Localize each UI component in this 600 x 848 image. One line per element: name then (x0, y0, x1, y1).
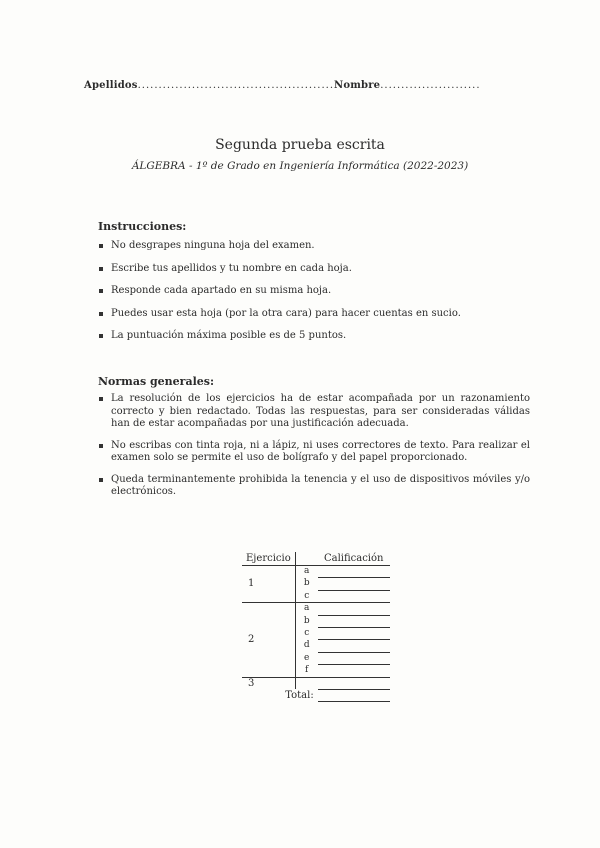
table-row-total (242, 689, 390, 701)
list-item: La resolución de los ejercicios ha de estar acompañada por un razonamiento correcto y bien redactado. Todas las respuestas, para ser consideradas válidas han de estar acompañadas por una justificación adecuada. (98, 393, 530, 431)
sub-label: d (303, 640, 310, 651)
sub-label: b (303, 615, 310, 626)
list-item: Queda terminantemente prohibida la tenencia y el uso de dispositivos móviles y/o electrónicos. (98, 474, 530, 499)
table-row (242, 603, 390, 615)
sub-label: c (304, 627, 310, 638)
list-item: La puntuación máxima posible es de 5 puntos. (98, 330, 530, 343)
sub-label: b (303, 578, 310, 589)
sub-label: f (305, 664, 309, 675)
name-label: Nombre (334, 80, 381, 91)
grade-cell[interactable] (318, 566, 390, 578)
student-header (84, 80, 524, 91)
surname-label: Apellidos (84, 80, 138, 91)
table-header-grade: Calificación (318, 552, 390, 566)
grade-cell[interactable] (318, 578, 390, 590)
page-title: Segunda prueba escrita (215, 137, 385, 153)
list-item: Responde cada apartado en su misma hoja. (98, 285, 530, 298)
sub-label: a (304, 566, 310, 577)
grade-cell[interactable] (318, 590, 390, 602)
sub-label: a (295, 603, 318, 615)
grade-cell[interactable] (318, 677, 390, 689)
total-label: Total: (285, 689, 314, 701)
norms-list (98, 393, 530, 508)
grade-cell[interactable] (318, 652, 390, 664)
instructions-list (98, 240, 530, 353)
page-subtitle: ÁLGEBRA - 1º de Grado en Ingeniería Informática (2022-2023) (131, 160, 469, 172)
sub-label: c (304, 590, 310, 601)
exercise-number: 2 (242, 603, 295, 677)
list-item: No escribas con tinta roja, ni a lápiz, ni uses correctores de texto. Para realizar el examen solo se permite el uso de bolígrafo y del papel proporcionado. (98, 440, 530, 465)
grade-cell[interactable] (318, 627, 390, 639)
total-grade-cell[interactable] (318, 689, 390, 701)
sub-label: e (304, 652, 310, 663)
exercise-number: 1 (242, 566, 295, 603)
grade-cell[interactable] (318, 603, 390, 615)
grade-cell[interactable] (318, 640, 390, 652)
list-item: Escribe tus apellidos y tu nombre en cada hoja. (98, 263, 530, 276)
grade-cell[interactable] (318, 615, 390, 627)
surname-field[interactable]: ............................................... (137, 80, 335, 91)
instructions-heading: Instrucciones: (98, 220, 187, 233)
list-item: Puedes usar esta hoja (por la otra cara) para hacer cuentas en sucio. (98, 308, 530, 321)
grade-cell[interactable] (318, 665, 390, 677)
exercise-number: 3 (242, 677, 295, 689)
grades-table (242, 552, 390, 702)
name-field[interactable]: ........................ (380, 80, 481, 91)
list-item: No desgrapes ninguna hoja del examen. (98, 240, 530, 253)
table-header-exercise: Ejercicio (242, 552, 295, 566)
table-row (242, 677, 390, 689)
norms-heading: Normas generales: (98, 375, 215, 388)
table-row (242, 566, 390, 578)
